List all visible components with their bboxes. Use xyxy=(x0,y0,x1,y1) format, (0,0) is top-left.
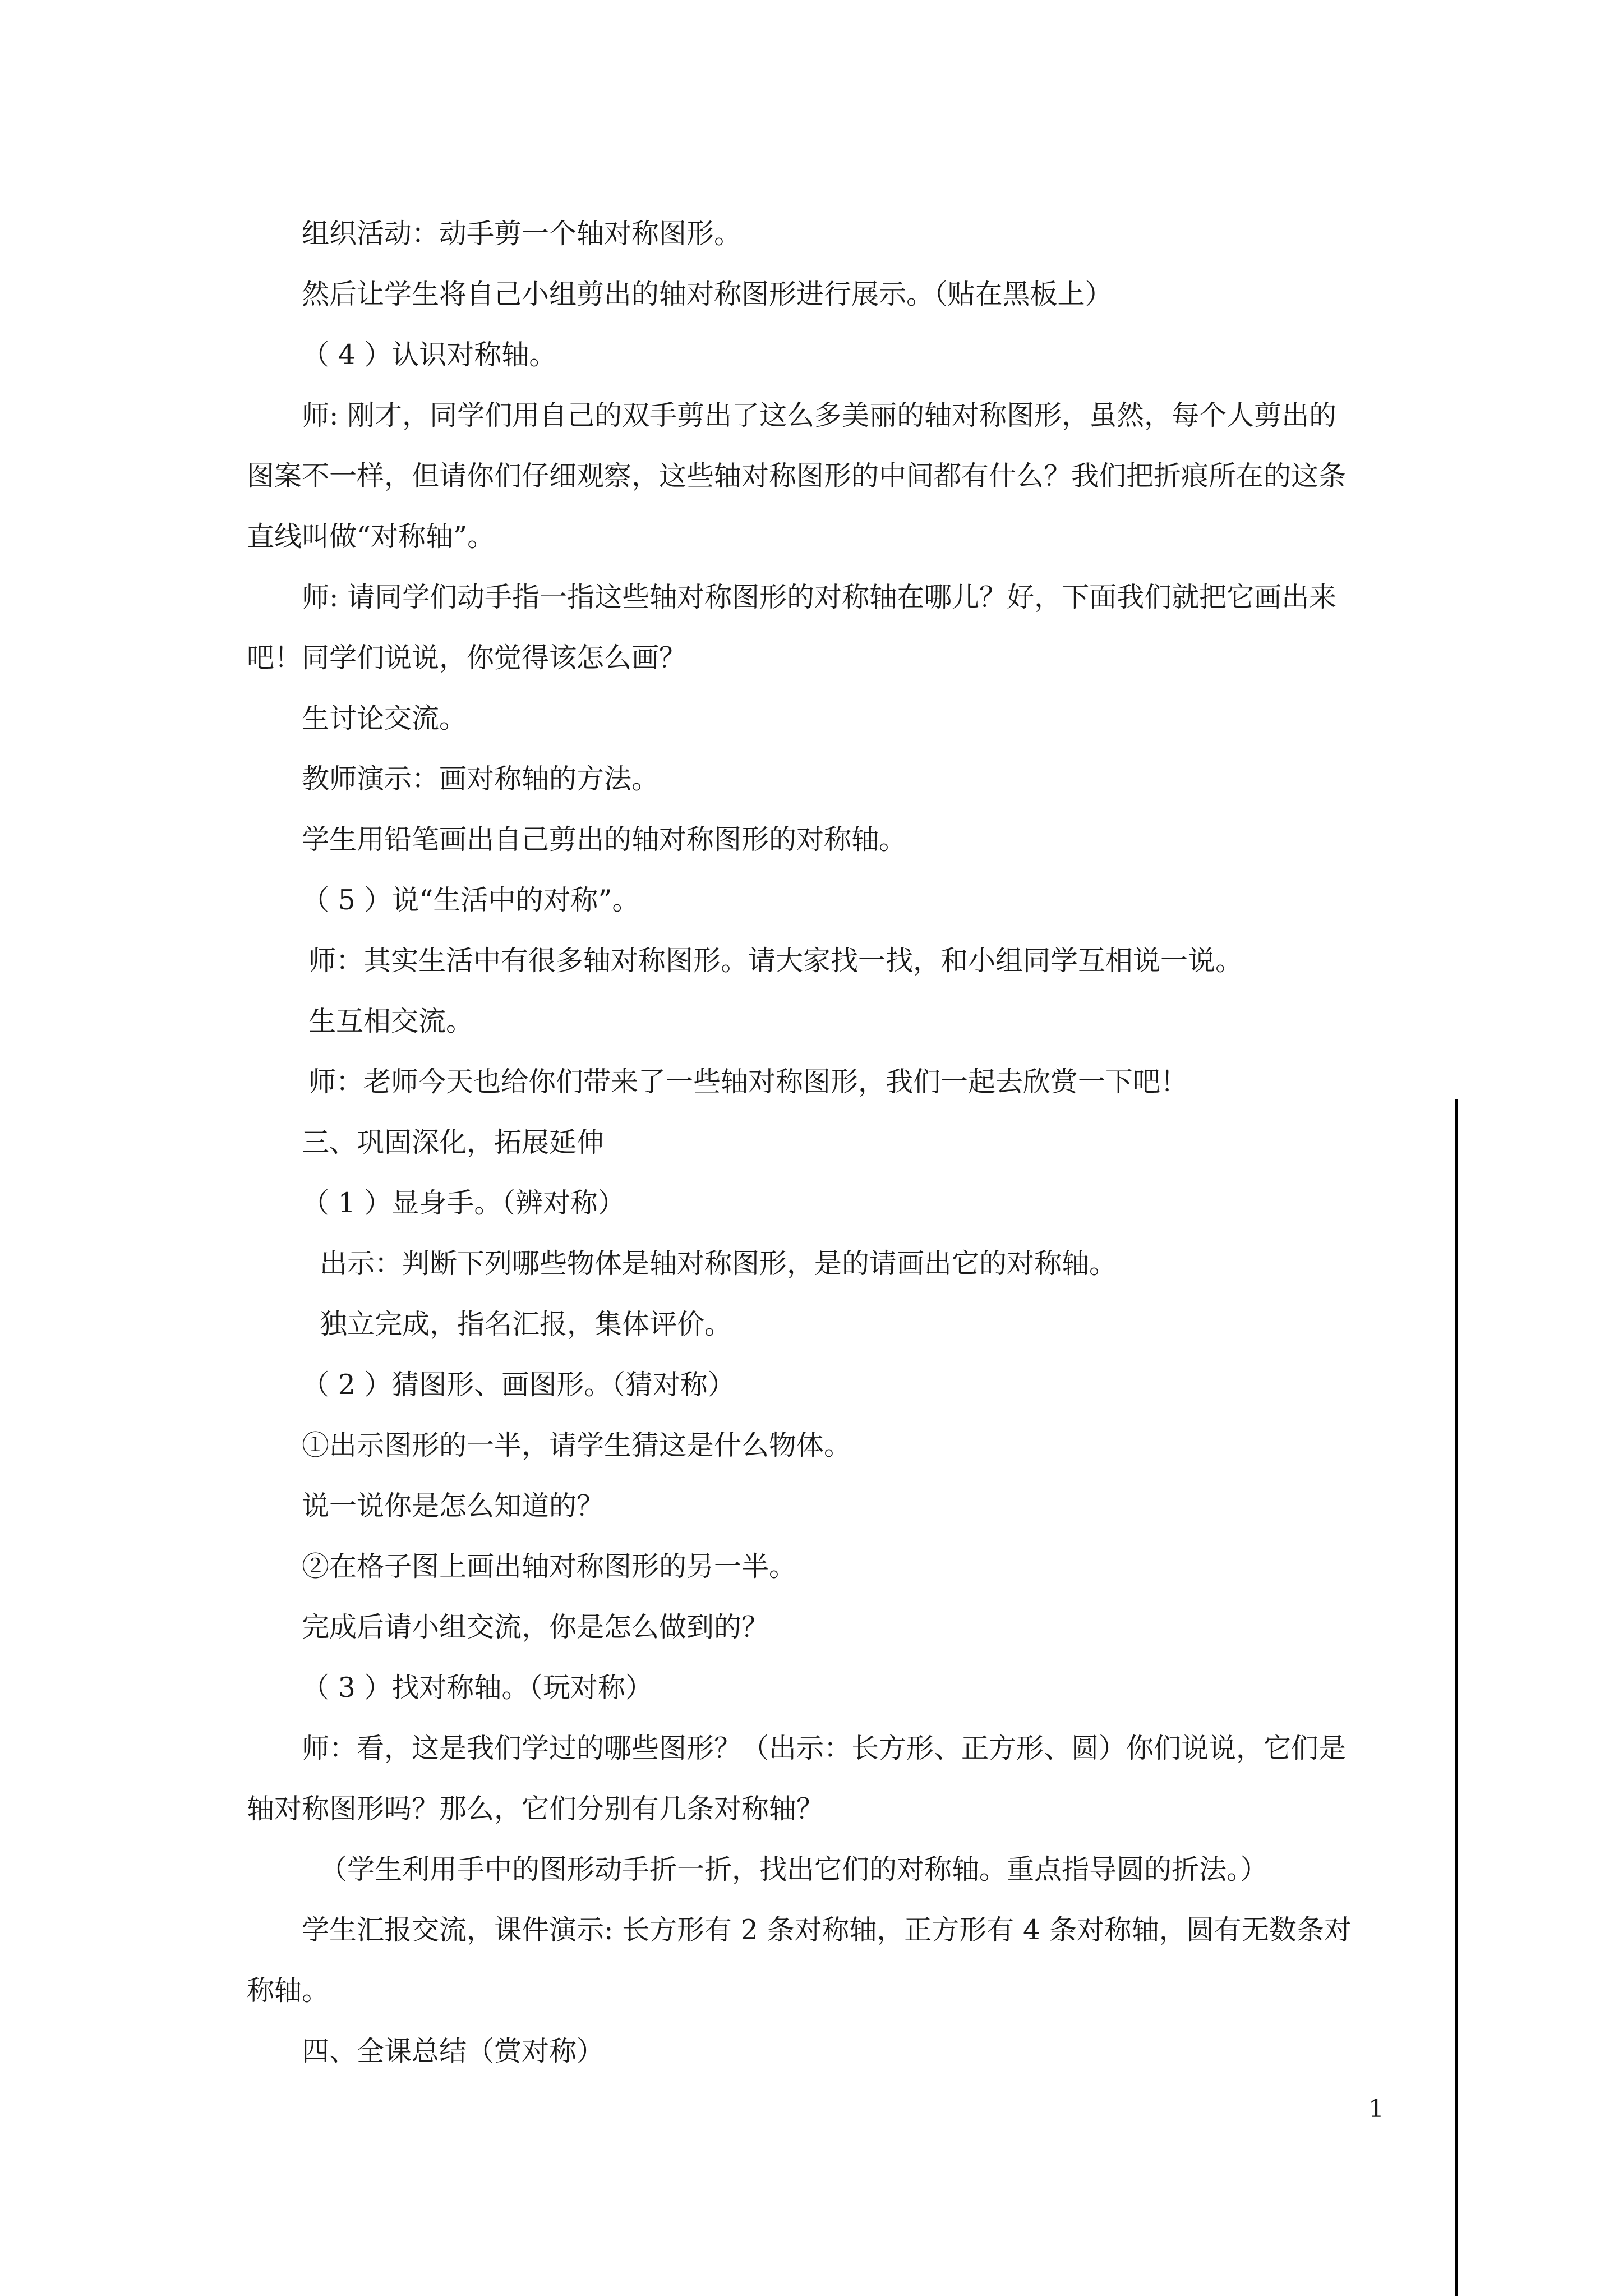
text-line: 生讨论交流。 xyxy=(302,702,467,734)
text-line: 师：老师今天也给你们带来了一些轴对称图形，我们一起去欣赏一下吧！ xyxy=(308,1066,1188,1098)
text-line: （学生利用手中的图形动手折一折，找出它们的对称轴。重点指导圆的折法。） xyxy=(320,1853,1268,1885)
text-line: 出示：判断下列哪些物体是轴对称图形，是的请画出它的对称轴。 xyxy=(320,1248,1117,1280)
text-line: （ 1 ）显身手。（辨对称） xyxy=(302,1187,625,1219)
text-line: 师：看，这是我们学过的哪些图形？（出示：长方形、正方形、圆）你们说说，它们是 xyxy=(302,1732,1347,1764)
text-line: 教师演示：画对称轴的方法。 xyxy=(302,763,660,795)
text-line: 师：其实生活中有很多轴对称图形。请大家找一找，和小组同学互相说一说。 xyxy=(308,945,1243,977)
text-line: （ 5 ）说“生活中的对称”。 xyxy=(302,884,640,916)
text-line: 组织活动：动手剪一个轴对称图形。 xyxy=(302,218,742,250)
text-line: 轴对称图形吗？那么，它们分别有几条对称轴？ xyxy=(247,1793,824,1825)
text-line: 称轴。 xyxy=(247,1975,330,2007)
text-line: 三、巩固深化，拓展延伸 xyxy=(302,1126,605,1158)
text-line: 学生用铅笔画出自己剪出的轴对称图形的对称轴。 xyxy=(302,823,907,855)
text-line: 师: 请同学们动手指一指这些轴对称图形的对称轴在哪儿？好，下面我们就把它画出来 xyxy=(302,581,1337,613)
text-line: 然后让学生将自己小组剪出的轴对称图形进行展示。（贴在黑板上） xyxy=(302,278,1113,310)
text-line: 直线叫做“对称轴”。 xyxy=(247,521,495,553)
text-line: 生互相交流。 xyxy=(308,1005,474,1037)
text-line: （ 3 ）找对称轴。（玩对称） xyxy=(302,1672,653,1704)
text-line: 师: 刚才，同学们用自己的双手剪出了这么多美丽的轴对称图形，虽然，每个人剪出的 xyxy=(302,399,1337,431)
text-line: 学生汇报交流，课件演示: 长方形有 2 条对称轴，正方形有 4 条对称轴，圆有无数条对 xyxy=(302,1914,1352,1946)
text-line: 完成后请小组交流，你是怎么做到的？ xyxy=(302,1611,769,1643)
page-number: 1 xyxy=(1368,2095,1384,2123)
text-line: 吧！同学们说说，你觉得该怎么画？ xyxy=(247,642,687,674)
text-line: 图案不一样，但请你们仔细观察，这些轴对称图形的中间都有什么？我们把折痕所在的这条 xyxy=(247,460,1347,492)
text-line: ②在格子图上画出轴对称图形的另一半。 xyxy=(302,1550,797,1582)
text-line: 四、全课总结（赏对称） xyxy=(302,2035,605,2067)
text-line: ①出示图形的一半，请学生猜这是什么物体。 xyxy=(302,1429,852,1461)
text-line: （ 2 ）猜图形、画图形。（猜对称） xyxy=(302,1369,735,1401)
text-line: 说一说你是怎么知道的？ xyxy=(302,1490,605,1522)
text-line: （ 4 ）认识对称轴。 xyxy=(302,339,557,371)
text-line: 独立完成，指名汇报，集体评价。 xyxy=(320,1308,732,1340)
vertical-rule xyxy=(1455,1099,1458,2296)
